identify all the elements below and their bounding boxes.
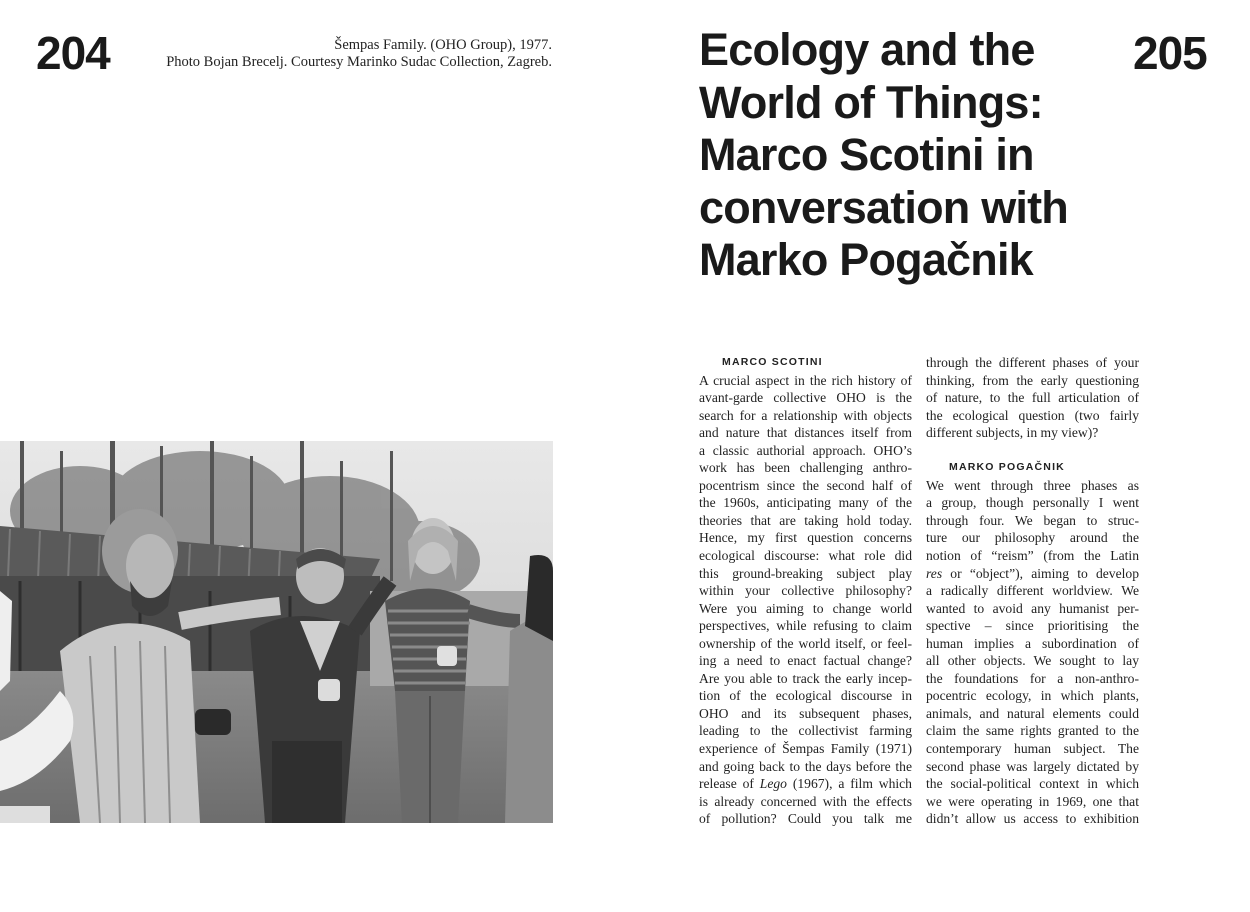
photograph-illustration [0,441,553,823]
text-line: ecological discourse: what role did [699,548,912,564]
text-line: the social-political context in which [926,776,1139,792]
text-line: different subjects, in my view)? [926,425,1099,441]
text-line: pocentric ecology, in which plants, [926,688,1139,704]
text-line: thinking, from the early questioning [926,372,1139,388]
question-paragraph-continued [926,354,1139,442]
caption-line: Šempas Family. (OHO Group), 1977. [334,37,552,53]
text-line: notion of “reism” (from the Latin [926,548,1139,564]
text-line: Were you aiming to change world [699,600,912,616]
text-line: of pollution? Could you talk me [699,811,912,827]
text-line: spective – since prioritising the [926,618,1139,634]
text-line: this ground-breaking subject play [699,565,912,581]
text-line: claim the same rights granted to the [926,723,1139,739]
text-line: tion of the ecological discourse in [699,688,912,704]
text-line: ture our philosophy around the [926,530,1139,546]
text-line: release of Lego (1967), a film which [699,776,912,792]
left-page-number: 204 [36,27,110,79]
text-line: a radically different worldview. We [926,583,1139,599]
text-line: A crucial aspect in the rich history of [699,372,912,388]
text-line: animals, and natural elements could [926,705,1139,721]
text-column-left [699,354,912,828]
text-line: res or “object”), aiming to develop [926,565,1139,581]
text-line: wanted to avoid any humanist per- [926,600,1139,616]
text-line: the 1960s, anticipating many of the [699,495,912,511]
text-line: pocentrism since the second half of [699,477,912,493]
text-line: theories that are taking hold today. [699,512,912,528]
text-line: through the different phases of your [926,355,1139,370]
text-line: all other objects. We sought to lay [926,653,1139,669]
answer-paragraph [926,477,1139,828]
text-line: within your collective philosophy? [699,583,912,599]
title-line: conversation with [699,181,1068,233]
text-line: of nature, to the full articulation of [926,390,1139,406]
text-line: and nature that distances itself from [699,425,912,441]
text-line: a classic authorial approach. OHO’s [699,442,912,458]
title-line: World of Things: [699,76,1043,128]
text-line: a group, though personally I went [926,495,1139,511]
right-page-number: 205 [1133,27,1207,79]
text-line: OHO and its subsequent phases, [699,705,912,721]
caption-line: Photo Bojan Brecelj. Courtesy Marinko Sudac Collection, Zagreb. [166,54,552,70]
text-column-right [926,354,1139,828]
article-title [699,24,1129,287]
text-line: and going back to the days before the [699,758,912,774]
text-line: search for a relationship with objects [699,407,912,423]
text-line: contemporary human subject. The [926,741,1139,757]
title-line: Marko Pogačnik [699,234,1033,285]
title-line: Ecology and the [699,24,1035,75]
speaker-name: MARKO POGAČNIK [949,461,1065,474]
text-line: experience of Šempas Family (1971) [699,741,912,757]
text-line: through four. We began to struc- [926,512,1139,528]
text-line: the foundations for a non-anthro- [926,670,1139,686]
title-line: Marco Scotini in [699,129,1034,180]
text-line: We went through three phases as [926,477,1139,493]
text-line: the ecological question (two fairly [926,407,1139,423]
question-paragraph [699,372,912,828]
text-line: didn’t allow us access to exhibition [926,811,1139,827]
photo-caption [166,37,552,71]
text-line: leading to the collectivist farming [699,723,912,739]
speaker-name: MARCO SCOTINI [722,356,823,368]
text-line: ownership of the world itself, or feel- [699,635,912,651]
text-line: Hence, my first question concerns [699,530,912,546]
text-line: human implies a subordination of [926,635,1139,651]
black-and-white-group-photograph [0,441,553,823]
text-line: is already concerned with the effects [699,793,912,809]
text-line: we were operating in 1969, one that [926,793,1139,809]
text-line: Are you able to track the early incep- [699,670,912,686]
text-line: work has been challenging anthro- [699,460,912,476]
text-line: perspectives, while refusing to claim [699,618,912,634]
text-line: second phase was largely dictated by [926,758,1139,774]
text-line: avant-garde collective OHO is the [699,390,912,406]
text-line: ing a need to enact factual change? [699,653,912,669]
